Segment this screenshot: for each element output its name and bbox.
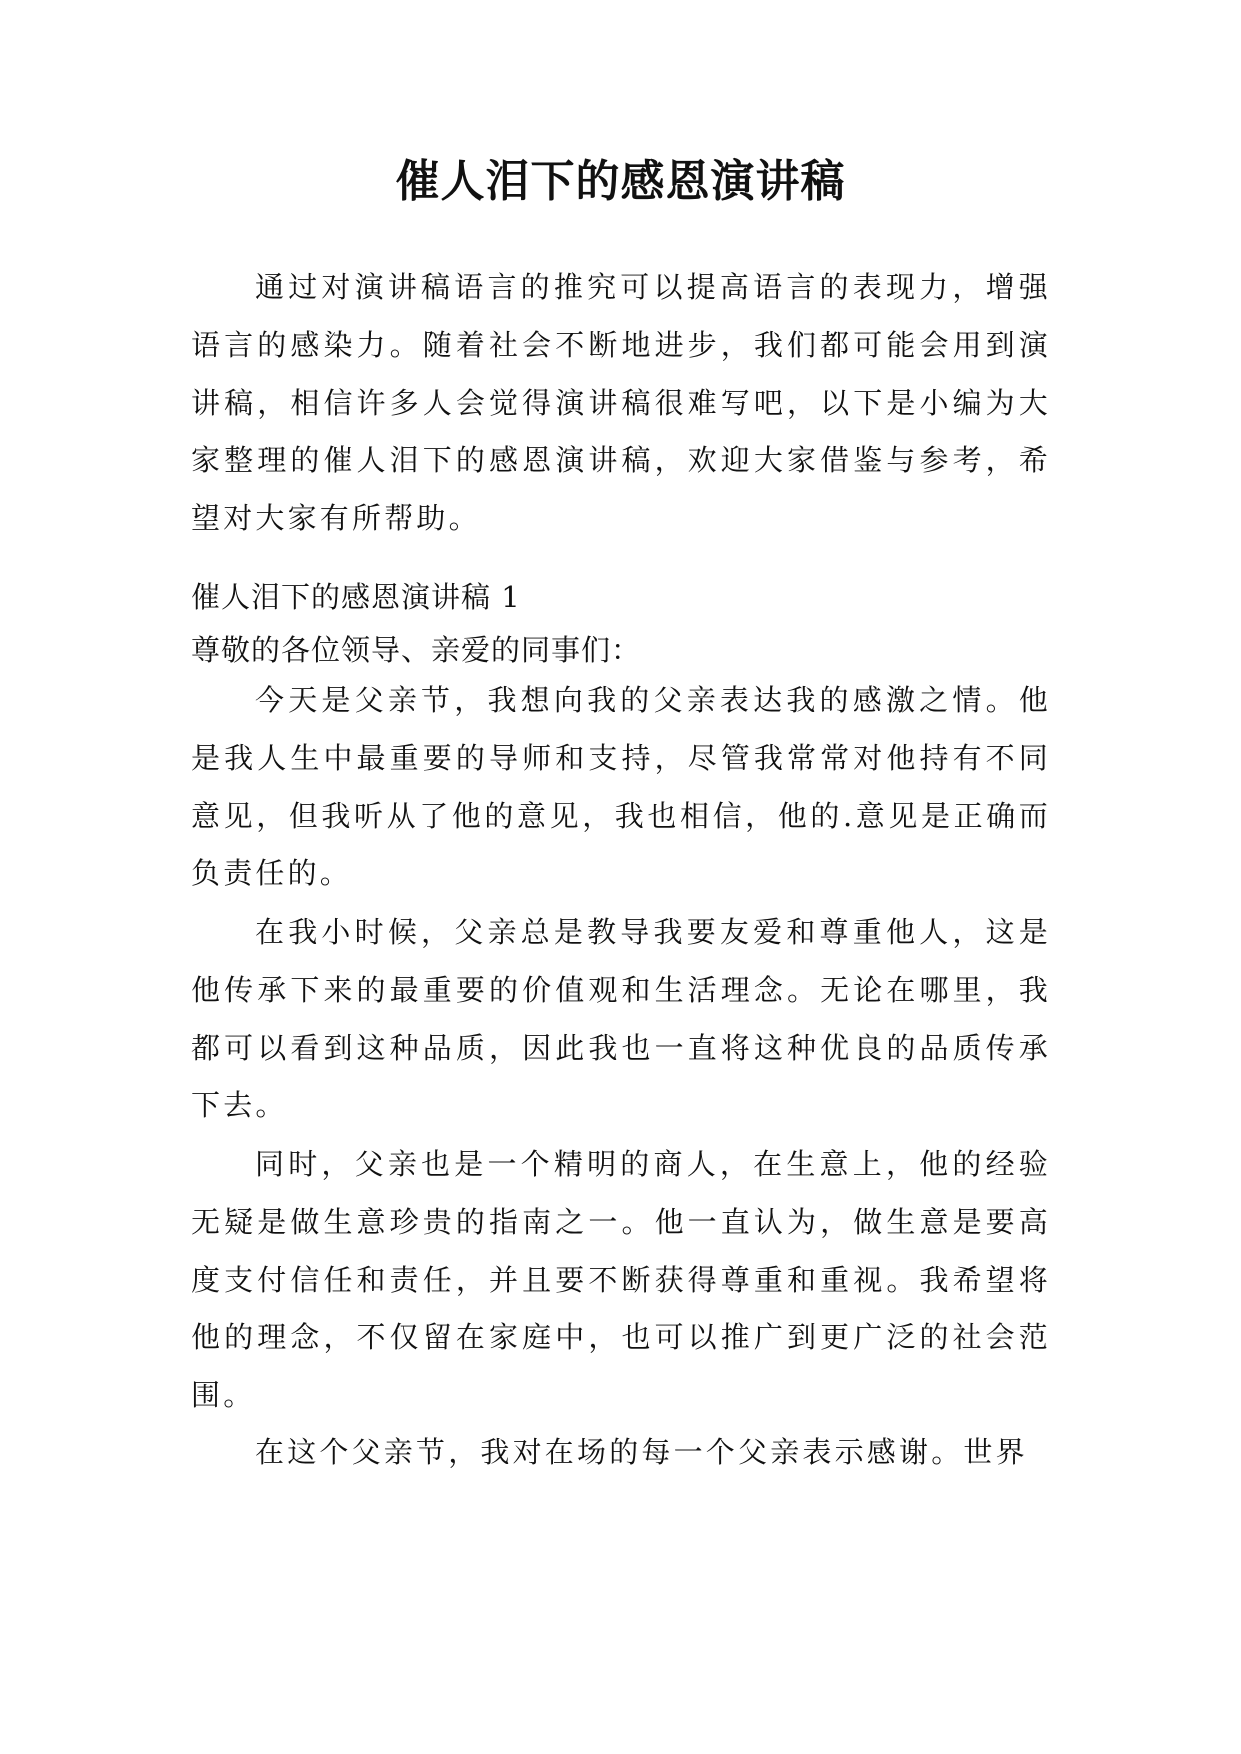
intro-paragraph: 通过对演讲稿语言的推究可以提高语言的表现力，增强语言的感染力。随着社会不断地进步，我们都可能会用到演讲稿，相信许多人会觉得演讲稿很难写吧，以下是小编为大家整理的催人泪下的感恩演讲稿，欢迎大家借鉴与参考，希望对大家有所帮助。	[191, 270, 1051, 536]
body-paragraph-1: 今天是父亲节，我想向我的父亲表达我的感激之情。他是我人生中最重要的导师和支持，尽管我常常对他持有不同意见，但我听从了他的意见，我也相信，他的.意见是正确而负责任的。	[191, 683, 1051, 891]
greeting-line: 尊敬的各位领导、亲爱的同事们：	[191, 633, 642, 667]
document-title: 催人泪下的感恩演讲稿	[395, 156, 846, 207]
body-paragraph-4: 在这个父亲节，我对在场的每一个父亲表示感谢。世界	[255, 1435, 1028, 1469]
body-paragraph-3: 同时，父亲也是一个精明的商人，在生意上，他的经验无疑是做生意珍贵的指南之一。他一直认为，做生意是要高度支付信任和责任，并且要不断获得尊重和重视。我希望将他的理念，不仅留在家庭中，也可以推广到更广泛的社会范围。	[191, 1147, 1051, 1413]
section-heading: 催人泪下的感恩演讲稿 1	[191, 580, 521, 614]
body-paragraph-2: 在我小时候，父亲总是教导我要友爱和尊重他人，这是他传承下来的最重要的价值观和生活理念。无论在哪里，我都可以看到这种品质，因此我也一直将这种优良的品质传承下去。	[191, 915, 1051, 1123]
